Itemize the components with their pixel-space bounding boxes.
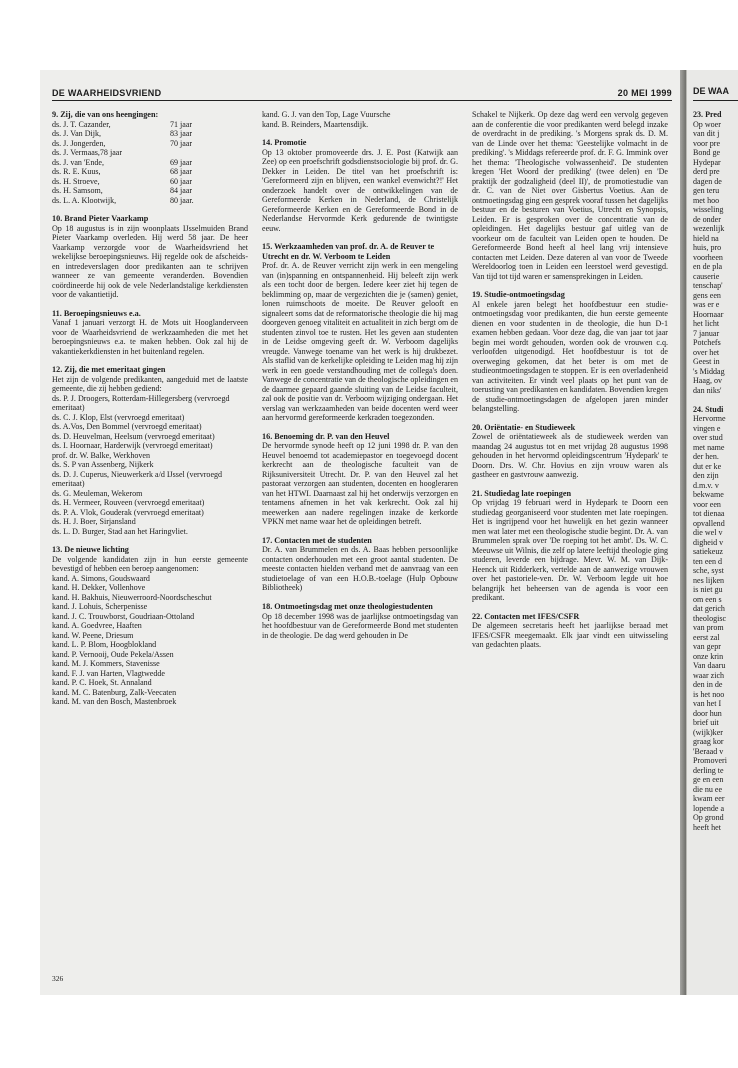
continued-text: Schakel te Nijkerk. Op deze dag werd een vervolg gegeven aan de conferentie die voor predikanten werd belegd inzake de overdracht in de prediking. 's Morgens sprak ds. D. M. van de Linde over het thema: 'Geestelijke volmacht in de prediking'. 's Middags refereerde prof. dr. F. G. Immink over het thema: 'Theologische volwassenheid'. De studenten kregen 'Het Woord der prediking' (twee delen) en 'De praktijk der godzaligheid (deel II)', de promotiestudie van dr. C. van de Niet over Gisbertus Voetius. Aan de ontmoetingsdag ging een gesprek vooraf tussen het dagelijks bestuur en de besturen van Voetius, Utrecht en Synopsis, Leiden. Er is gesproken over de concentratie van de opleidingen. Het dagelijks bestuur gaf uitleg van de voorkeur om de faculteit van Leiden open te houden. De Gereformeerde Bond heeft al heel lang vrij intensieve contacten met Leiden. Deze dateren al van voor de Tweede Wereldoorlog toen in Leiden een leerstoel werd gevestigd. Van tijd tot tijd waren er samensprekingen in Leiden. [472, 110, 668, 281]
section-19 [472, 290, 668, 414]
right-page-line: theologisc [693, 613, 727, 623]
emeritus-item: ds. H. J. Boer, Sirjansland [52, 517, 136, 527]
section-title: 19. Studie-ontmoetingsdag [472, 290, 565, 299]
deceased-name: ds. J. Vermaas,78 jaar [52, 148, 123, 158]
section-12 [52, 365, 248, 536]
right-page-line: Hoornaar [693, 309, 724, 319]
right-page-line: wisseling [693, 205, 724, 214]
section-body: Zowel de oriëntatieweek als de studieweek werden van maandag 24 augustus tot en met vrijdag 28 augustus 1998 gehouden in het hervormd opleidingscentrum 'Hydepark' te Doorn. Drs. W. Chr. Hovius en zijn vrouw waren als gastheer en gastvrouw aanwezig. [472, 432, 668, 480]
candidate-item: kand. M. J. Kommers, Stavenisse [52, 659, 160, 669]
section-14 [262, 138, 458, 233]
section-body: De algemeen secretaris heeft het jaarlijkse beraad met IFES/CSFR meegemaakt. Elk jaar vindt een uitwisseling van gedachten plaats. [472, 621, 668, 650]
deceased-row [52, 167, 248, 177]
section-body: Dr. A. van Brummelen en ds. A. Baas hebben persoonlijke contacten onderhouden met een groot aantal studenten. De meeste contacten hielden verband met de aanvraag van een studietoelage of van een H.O.B.-toelage (Hulp Opbouw Bibliotheek) [262, 545, 458, 593]
candidate-item: kand. A. Simons, Goudswaard [52, 573, 150, 583]
section-title: 17. Contacten met de studenten [262, 535, 372, 545]
section-title: 12. Zij, die met emeritaat gingen [52, 365, 166, 375]
right-page-line: heeft het [693, 822, 721, 832]
right-page-line [693, 395, 738, 405]
deceased-row [52, 158, 248, 168]
candidate-item: kand. H. Bakhuis, Nieuwerroord-Noordscheschut [52, 592, 212, 602]
right-page-line: van gepr [693, 642, 721, 651]
right-page-header: DE WAA [693, 86, 738, 101]
deceased-row [52, 129, 248, 139]
emeritus-item: ds. C. J. Klop, Elst (vervroegd emeritaat) [52, 412, 185, 422]
right-page-line: het licht [693, 319, 720, 328]
candidate-item: kand. F. J. van Harten, Vlagtwedde [52, 668, 165, 678]
candidates-continued [262, 110, 458, 129]
section-body: De hervormde synode heeft op 12 juni 1998 dr. P. van den Heuvel benoemd tot academiepastor en toegevoegd docent kerkrecht aan de theologische faculteit van de Rijksuniversiteit Utrecht. Dr. P. van den Heuvel zal het pastoraat verzorgen aan studenten, docenten en hoogleraren van het HTWI. Daarnaast zal hij het onderwijs verzorgen en tentamens afnemen in het vak kerkrecht. Ook zal hij meewerken aan nadere regelingen inzake de kerkorde VPKN met name waar het de opleidingen betreft. [262, 441, 458, 527]
section-title: 20. Oriëntatie- en Studieweek [472, 422, 576, 432]
right-page-line: nes lijken [693, 575, 725, 585]
right-page-line: waar zich [693, 670, 725, 680]
right-page-line: van dit j [693, 129, 720, 138]
column-2 [262, 110, 458, 649]
section-title: 13. De nieuwe lichting [52, 545, 129, 555]
deceased-name: ds. J. van 'Ende, [52, 157, 104, 167]
right-page-line: graag kor [693, 737, 724, 746]
deceased-age: 83 jaar [170, 129, 193, 139]
candidate-item: kand. P. Vernooij, Oude Pekela/Assen [52, 649, 174, 659]
section-9 [52, 110, 248, 205]
right-page-column [693, 110, 738, 832]
right-page-line: gens een [693, 290, 721, 300]
right-page-line: d.m.v. v [693, 480, 719, 490]
right-page-line: voor pre [693, 138, 721, 148]
column-1 [52, 110, 248, 716]
candidate-item: kand. A. Goedvree, Haaften [52, 621, 142, 631]
emeriti-list [52, 394, 248, 537]
right-page-line: (wijk)ker [693, 727, 723, 737]
section-18 [262, 602, 458, 640]
right-page-line: tot dienaa [693, 509, 725, 518]
right-page-line: dan niks' [693, 385, 722, 395]
right-page-line: der hen. [693, 452, 719, 461]
right-page-line: 'Beraad v [693, 746, 724, 756]
right-page-line: den zijn [693, 471, 719, 480]
right-page-line: dagen de [693, 176, 722, 186]
right-page-line: door hun [693, 708, 722, 718]
right-page-line: wezenlijk [693, 224, 725, 233]
deceased-name: ds. J. T. Cazander, [52, 119, 111, 129]
candidate-item: kand. J. C. Trouwborst, Goudriaan-Ottoland [52, 611, 195, 621]
right-page-line: Hydepar [693, 157, 721, 167]
section-11 [52, 309, 248, 357]
right-page-line: voor een [693, 499, 721, 509]
right-page-line: over het [693, 347, 720, 357]
right-page-line: Potchefs [693, 338, 721, 347]
candidate-item: kand. W. Peene, Driesum [52, 630, 134, 640]
right-page-line: opvallend [693, 518, 725, 528]
deceased-name: ds. H. Samsom, [52, 186, 103, 196]
right-page-line: dat gerich [693, 604, 725, 613]
section-21 [472, 489, 668, 603]
right-page-line: die wel v [693, 528, 723, 537]
right-page-line: om een s [693, 594, 722, 604]
right-page-line: was er e [693, 300, 720, 309]
section-16 [262, 432, 458, 527]
right-page-line: sche, syst [693, 566, 724, 575]
emeritus-item: prof. dr. W. Balke, Werkhoven [52, 450, 150, 460]
right-page-line: Van daaru [693, 661, 726, 670]
section-intro: Het zijn de volgende predikanten, aangeduid met de laatste gemeente, die zij hebben gediend: [52, 374, 248, 394]
emeritus-item: ds. L. D. Burger, Stad aan het Haringvliet. [52, 526, 188, 536]
right-page-line: derd pre [693, 167, 720, 176]
emeritus-item: ds. G. Meuleman, Wekerom [52, 488, 143, 498]
section-body: Op 13 oktober promoveerde drs. J. E. Post (Katwijk aan Zee) op een proefschrift godsdienstsociologie bij prof. dr. G. Dekker in Leiden. De titel van het proefschrift is: 'Gereformeerd zijn en blijven, een wankel evenwicht?!' Het onderzoek handelt over de ontwikkelingen van de Gereformeerde Kerken in Nederland, de Christelijk Gereformeerde Kerken en de Gereformeerde Bond in de Nederlandse Hervormde Kerk gedurende de twintigste eeuw. [262, 147, 458, 233]
emeritus-item: ds. H. Vermeer, Rouveen (vervroegd emeritaat) [52, 498, 205, 508]
column-3 [472, 110, 668, 659]
right-page-line: Haag, ov [693, 376, 723, 385]
right-page-line: over stud [693, 433, 723, 442]
right-page-line: die nu ee [693, 784, 723, 794]
deceased-list [52, 120, 248, 206]
right-page-line: causerie [693, 271, 720, 281]
section-title: 14. Promotie [262, 138, 307, 147]
section-body: Vanaf 1 januari verzorgt H. de Mots uit Hooglanderveen voor de Waarheidsvriend de werkzaamheden die met het beroepingsnieuws e.a. te maken hebben. Ook zal hij de vakantiekerkdiensten in het buitenland regelen. [52, 318, 248, 356]
right-page-line: van prom [693, 623, 724, 632]
issue-date: 20 MEI 1999 [617, 88, 672, 98]
right-page-line: met name [693, 442, 725, 452]
candidate-item: kand. J. Lohuis, Scherpenisse [52, 602, 148, 612]
section-body: Op 18 augustus is in zijn woonplaats IJsselmuiden Brand Pieter Vaarkamp overleden. Hij werd 58 jaar. De heer Vaarkamp verzorgde voor de Waarheidsvriend het wekelijkse beroepingsnieuws. Hij regelde ook de afscheids- en intredeverslagen door predikanten aan te schrijven wanneer ze van gemeente veranderden. Bovendien coördineerde hij ook de vele Nederlandstalige kerkdiensten voor de vakantietijd. [52, 223, 248, 300]
right-page-line: kwam eer [693, 794, 725, 803]
section-20 [472, 423, 668, 480]
right-page-line: den in de [693, 680, 723, 689]
section-13 [52, 545, 248, 707]
deceased-age: 60 jaar [170, 176, 193, 186]
continued-text: kand. G. J. van den Top, Lage Vuursche kand. B. Reinders, Maartensdijk. [262, 110, 391, 129]
deceased-name: ds. J. Jongerden, [52, 138, 106, 148]
section-title: 18. Ontmoetingsdag met onze theologiestudenten [262, 601, 433, 611]
section-title: 15. Werkzaamheden van prof. dr. A. de Reuver te Utrecht en dr. W. Verboom te Leiden [262, 242, 435, 261]
right-page-line: 24. Studi [693, 404, 724, 414]
section-title: 16. Benoeming dr. P. van den Heuvel [262, 431, 390, 441]
section-body: Prof. dr. A. de Reuver verricht zijn werk in een mengeling van (in)spanning en ontspannenheid. Hij beleeft zijn werk als een tocht door de bergen. Iedere keer ziet hij tegen de beklimming op, maar de vergezichten die je (samen) geniet, lonen ruimschoots de moeite. De Reuver gelooft en signaleert soms dat de reformatorische theologie die hij mag doorgeven genoeg vitaliteit en actualiteit in zich bergt om de studenten zinvol toe te rusten. Het les geven aan studenten in de Leidse omgeving geeft dr. W. Verboom dagelijks vreugde. Vanwege toename van het werk is hij drukbezet. Als staflid van de kerkelijke opleiding te Leiden mag hij zijn werk in een goede verstandhouding met de collega's doen. Vanwege de concentratie van de theologische opleidingen en de daarmee gepaard gaande sluiting van de Leidse faculteit, zal ook de positie van dr. Verboom wijziging ondergaan. Het verslag van werkzaamheden van beide docenten werd weer aan hervormd gereformeerde kerkraden toegezonden. [262, 261, 458, 423]
right-page-line: voorheen [693, 252, 723, 262]
emeritus-item: ds. P. A. Vlok, Gouderak (vervroegd emeritaat) [52, 507, 204, 517]
deceased-name: ds. R. E. Kuus, [52, 167, 101, 177]
right-page-line: dut er ke [693, 461, 722, 471]
deceased-name: ds. J. Van Dijk, [52, 129, 102, 139]
deceased-row [52, 148, 248, 158]
candidate-item: kand. M. van den Bosch, Mastenbroek [52, 697, 177, 707]
right-page-line: lopende a [693, 803, 725, 813]
page-number: 326 [52, 974, 64, 983]
right-facing-page [686, 70, 738, 995]
right-page-line: derling te [693, 765, 724, 775]
deceased-row [52, 186, 248, 196]
right-page-line: de onder [693, 214, 721, 224]
section-title: 11. Beroepingsnieuws e.a. [52, 308, 141, 318]
section-body: Op 18 december 1998 was de jaarlijkse ontmoetingsdag van het hoofdbestuur van de Gereformeerde Bond met studenten in de theologie. De dag werd gehouden in De [262, 611, 458, 640]
deceased-age: 68 jaar [170, 167, 193, 177]
deceased-row [52, 120, 248, 130]
candidate-item: kand. P. C. Hoek, St. Annaland [52, 678, 152, 688]
right-page-line: ge en een [693, 775, 724, 784]
section-body: Op vrijdag 19 februari werd in Hydepark te Doorn een studiedag georganiseerd voor studenten met late roepingen. Het is ingrijpend voor het huwelijk en het gezin wanneer men wat later met een theologische studie begint. Dr. A. van Brummelen sprak over 'De roeping tot het ambt'. Ds. W. C. Meeuwse uit Wilnis, die zelf op latere leeftijd theologie ging studeren, leverde een bijdrage. Mevr. W. M. van Dijk-Heenck uit Ridderkerk, vertelde aan de aanwezige vrouwen over het pastoriele-ven. Dr. W. Verboom legde uit hoe belangrijk het beheersen van de agenda is voor een predikant. [472, 498, 668, 603]
right-page-line: vingen e [693, 423, 721, 433]
right-page-line: Geest in [693, 357, 720, 366]
right-page-line: onze krin [693, 651, 724, 661]
right-page-line: gen teru [693, 186, 720, 195]
section-title: 22. Contacten met IFES/CSFR [472, 611, 580, 621]
emeritus-item: ds. D. Heuvelman, Heelsum (vervroegd emeritaat) [52, 431, 215, 441]
right-page-line: brief uit [693, 718, 719, 727]
right-page-line: 's Middag [693, 366, 725, 376]
deceased-row [52, 177, 248, 187]
emeritus-item: ds. S. P van Assenberg, Nijkerk [52, 460, 154, 470]
right-page-line: Promoveri [693, 756, 727, 765]
right-page-line: Op woer [693, 119, 721, 129]
right-page-line: Bond ge [693, 148, 721, 157]
section-body: Al enkele jaren belegt het hoofdbestuur een studie-ontmoetingsdag voor predikanten, die hun eerste gemeente dienen en voor studenten in de theologie, die hun D-1 examen hebben gedaan. Voor deze dag, die van jaar tot jaar begin mei wordt gehouden, worden ook de vrouwen c.q. verloofden uitgenodigd. Het hoofdbestuur is tot de overweging gekomen, dat het beter is om met de studieontmoetingsdagen te stoppen. Er is een overladenheid van activiteiten. Er vindt veel plaats op het punt van de toerusting van predikanten en kandidaten. Bovendien kregen de studie-ontmoetingsdagen de afgelopen jaren minder belangstelling. [472, 299, 668, 414]
emeritus-item: ds. A.Vos, Den Bommel (vervroegd emeritaat) [52, 422, 202, 432]
deceased-name: ds. L. A. Klootwijk, [52, 195, 117, 205]
deceased-row [52, 139, 248, 149]
candidate-item: kand. M. C. Batenburg, Zalk-Veecaten [52, 687, 177, 697]
right-page-line: en de pla [693, 262, 723, 271]
deceased-row [52, 196, 248, 206]
deceased-age: 80 jaar. [170, 195, 194, 205]
right-page-line: bekwame [693, 490, 724, 499]
section-title: 21. Studiedag late roepingen [472, 488, 572, 498]
deceased-age: 69 jaar [170, 157, 193, 167]
right-page-line: hield na [693, 233, 719, 243]
candidate-item: kand. H. Dekker, Vollenhove [52, 583, 146, 593]
candidates-list [52, 574, 248, 707]
section-intro: De volgende kandidaten zijn in hun eerste gemeente bevestigd of hebben een beroep aangenomen: [52, 554, 248, 574]
section-18-continued [472, 110, 668, 281]
section-title: 9. Zij, die van ons heengingen: [52, 110, 159, 119]
magazine-page [40, 70, 680, 995]
right-page-line: satiekeuz [693, 547, 723, 556]
deceased-age: 84 jaar [170, 186, 193, 196]
deceased-age: 71 jaar [170, 119, 193, 129]
right-page-line: tenschap' [693, 281, 723, 290]
right-page-line: is niet gu [693, 585, 723, 594]
right-page-line: digheid v [693, 537, 724, 547]
right-page-line: ten een d [693, 556, 723, 566]
deceased-age: 70 jaar [170, 138, 193, 148]
right-page-line: is het noo [693, 689, 725, 699]
running-header [52, 86, 672, 101]
right-page-line: Op grond [693, 813, 724, 822]
right-page-line: huis, pro [693, 243, 722, 252]
emeritus-item: ds. P. J. Droogers, Rotterdam-Hillegersberg (vervroegd emeritaat) [52, 393, 230, 413]
emeritus-item: ds. I. Hoornaar, Harderwijk (vervroegd emeritaat) [52, 441, 213, 451]
right-page-line: eerst zal [693, 632, 720, 642]
deceased-name: ds. H. Stroeve, [52, 176, 100, 186]
candidate-item: kand. L. P. Blom, Hoogblokland [52, 640, 157, 650]
magazine-title: DE WAARHEIDSVRIEND [52, 88, 162, 98]
section-15 [262, 242, 458, 423]
section-17 [262, 536, 458, 593]
right-page-line: 23. Pred [693, 110, 722, 119]
right-page-line: van het I [693, 699, 722, 708]
emeritus-item: ds. D. J. Cuperus, Nieuwerkerk a/d IJssel (vervroegd emeritaat) [52, 469, 223, 489]
right-page-line: Hervorme [693, 414, 726, 423]
right-page-line: met hoo [693, 195, 720, 205]
section-10 [52, 214, 248, 300]
section-title: 10. Brand Pieter Vaarkamp [52, 214, 149, 224]
right-page-line: 7 januar [693, 328, 720, 338]
section-22 [472, 612, 668, 650]
